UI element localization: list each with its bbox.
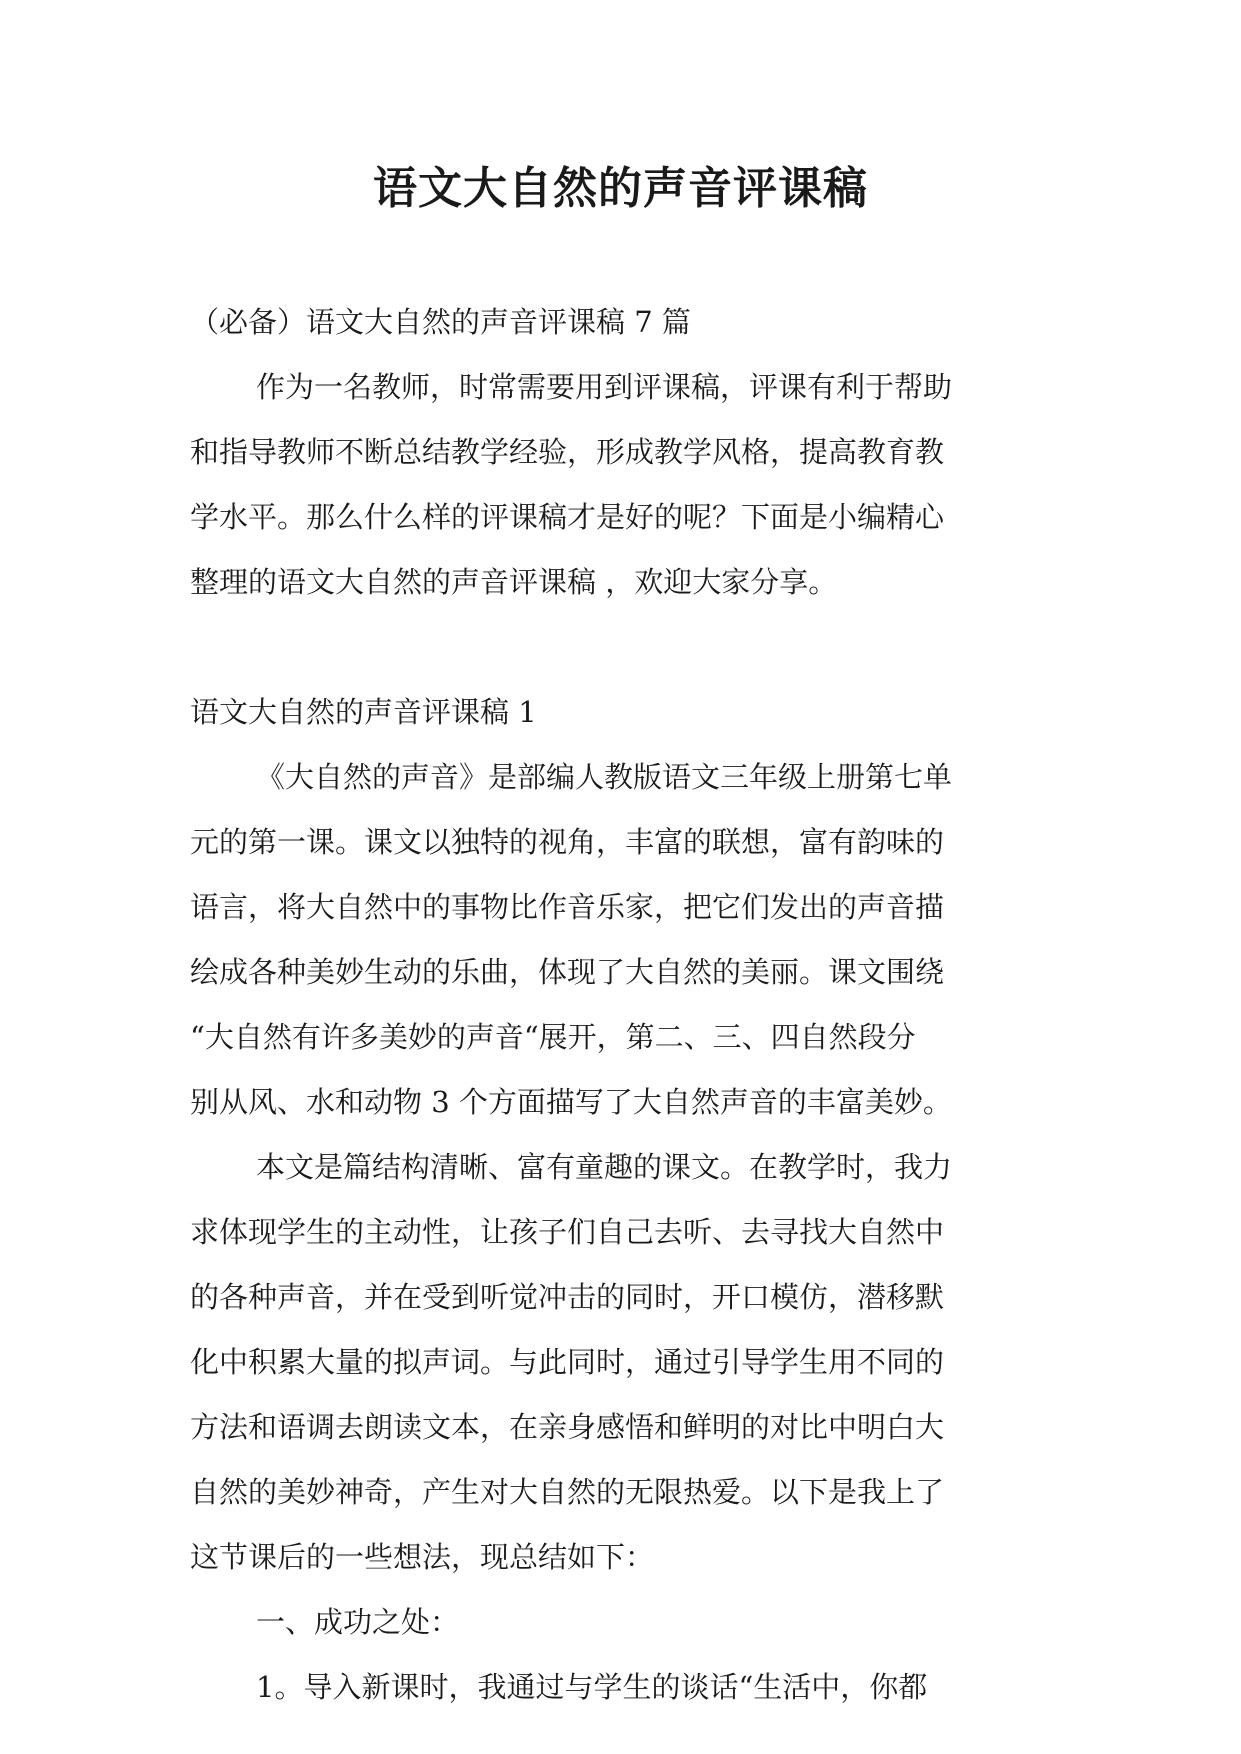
point-1: 1。导入新课时，我通过与学生的谈话“生活中，你都 (256, 1670, 928, 1704)
text-line: 方法和语调去朗读文本，在亲身感悟和鲜明的对比中明白大 (190, 1410, 945, 1444)
text-line: 化中积累大量的拟声词。与此同时，通过引导学生用不同的 (190, 1345, 945, 1379)
text-line: 和指导教师不断总结教学经验，形成教学风格，提高教育教 (190, 435, 945, 469)
section-heading: 语文大自然的声音评课稿 1 (190, 695, 537, 729)
paragraph-1 (190, 745, 1070, 1135)
intro-paragraph (190, 355, 1070, 615)
document-body (190, 290, 1070, 1720)
text-line: 学水平。那么什么样的评课稿才是好的呢？下面是小编精心 (190, 500, 945, 534)
blank-line (190, 615, 1070, 680)
text-line: 《大自然的声音》是部编人教版语文三年级上册第七单 (256, 760, 953, 794)
paragraph-2 (190, 1135, 1070, 1590)
text-line: 这节课后的一些想法，现总结如下： (190, 1540, 655, 1574)
document-title: 语文大自然的声音评课稿 (373, 163, 868, 214)
text-line: 语言，将大自然中的事物比作音乐家，把它们发出的声音描 (190, 890, 945, 924)
text-line: 元的第一课。课文以独特的视角，丰富的联想，富有韵味的 (190, 825, 945, 859)
subtitle: （必备）语文大自然的声音评课稿 7 篇 (190, 305, 691, 339)
text-line: “大自然有许多美妙的声音“展开，第二、三、四自然段分 (190, 1020, 916, 1054)
text-line: 整理的语文大自然的声音评课稿 ，欢迎大家分享。 (190, 565, 838, 599)
text-line: 绘成各种美妙生动的乐曲，体现了大自然的美丽。课文围绕 (190, 955, 945, 989)
point-heading: 一、成功之处： (256, 1605, 460, 1639)
text-line: 的各种声音，并在受到听觉冲击的同时，开口模仿，潜移默 (190, 1280, 945, 1314)
text-line: 自然的美妙神奇，产生对大自然的无限热爱。以下是我上了 (190, 1475, 945, 1509)
text-line: 求体现学生的主动性，让孩子们自己去听、去寻找大自然中 (190, 1215, 945, 1249)
text-line: 别从风、水和动物 3 个方面描写了大自然声音的丰富美妙。 (190, 1085, 952, 1119)
text-line: 本文是篇结构清晰、富有童趣的课文。在教学时，我力 (256, 1150, 953, 1184)
text-line: 作为一名教师，时常需要用到评课稿，评课有利于帮助 (256, 370, 953, 404)
